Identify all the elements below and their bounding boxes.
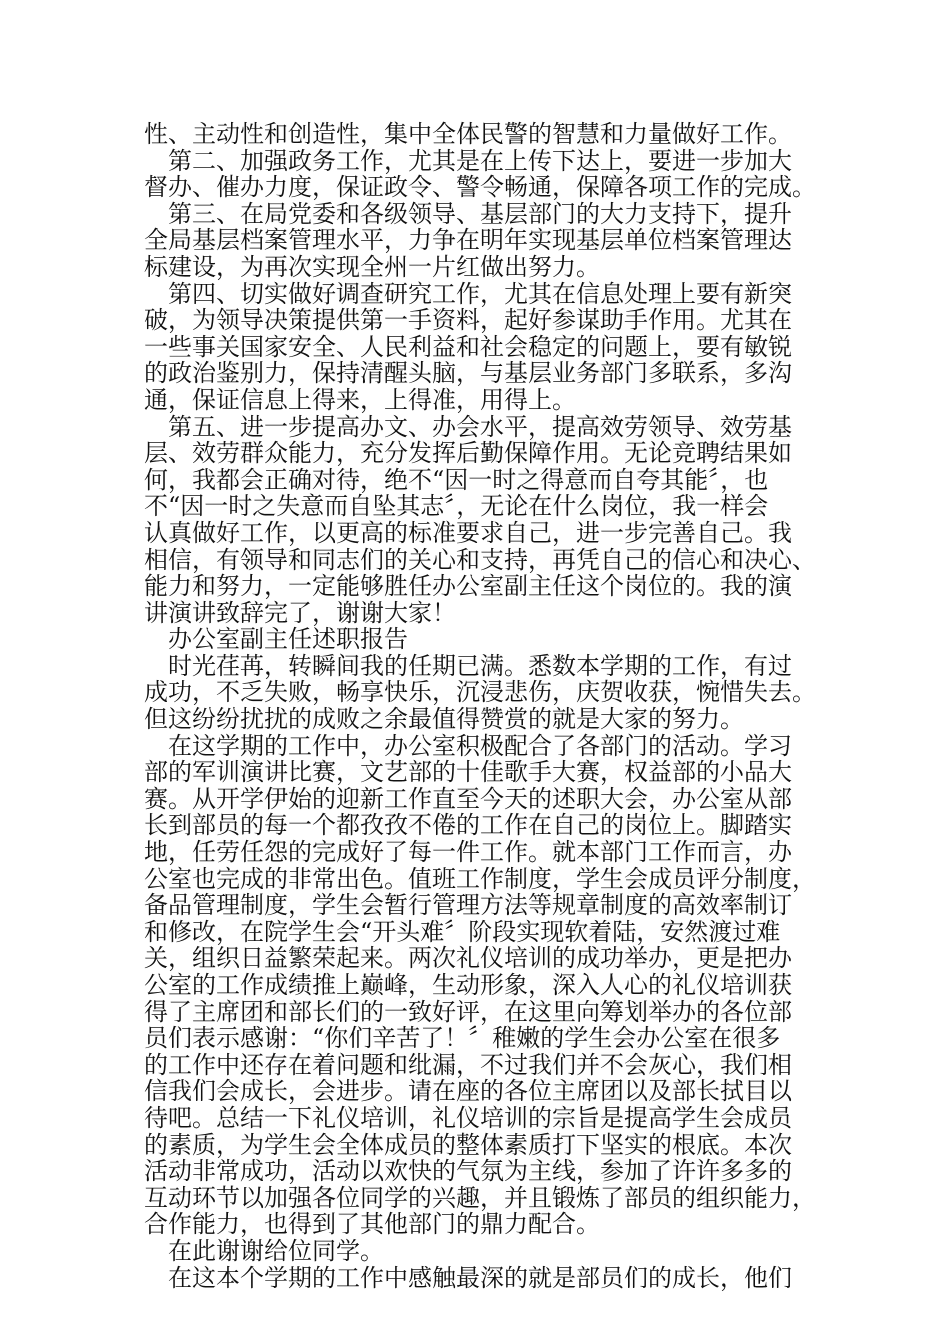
text-line: 的工作中还存在着问题和纰漏，不过我们并不会灰心，我们相 bbox=[144, 1050, 792, 1079]
text-line: 成功，不乏失败，畅享快乐，沉浸悲伤，庆贺收获，惋惜失去。 bbox=[144, 678, 816, 707]
paragraph-first-line: 第二、加强政务工作，尤其是在上传下达上，要进一步加大 bbox=[168, 146, 792, 175]
text-line: 破，为领导决策提供第一手资料，起好参谋助手作用。尤其在 bbox=[144, 306, 792, 335]
paragraph-first-line: 第四、切实做好调查研究工作，尤其在信息处理上要有新突 bbox=[168, 279, 792, 308]
text-line: 标建设，为再次实现全州一片红做出努力。 bbox=[144, 252, 600, 281]
paragraph-first-line: 第五、进一步提高办文、办会水平，提高效劳领导、效劳基 bbox=[168, 412, 792, 441]
text-line: 讲演讲致辞完了，谢谢大家！ bbox=[144, 598, 456, 627]
text-line: 不“因一时之失意而自坠其志〞，无论在什么岗位，我一样会 bbox=[144, 492, 769, 521]
text-line: 相信，有领导和同志们的关心和支持，再凭自己的信心和决心、 bbox=[144, 545, 816, 574]
text-line: 性、主动性和创造性，集中全体民警的智慧和力量做好工作。 bbox=[144, 120, 792, 148]
document-body bbox=[144, 121, 824, 1291]
paragraph-first-line: 在这学期的工作中，办公室积极配合了各部门的活动。学习 bbox=[168, 731, 792, 760]
text-line: 但这纷纷扰扰的成败之余最值得赞赏的就是大家的努力。 bbox=[144, 705, 744, 734]
paragraph-first-line: 在这本个学期的工作中感触最深的就是部员们的成长，他们 bbox=[168, 1263, 792, 1292]
text-line: 能力和努力，一定能够胜任办公室副主任这个岗位的。我的演 bbox=[144, 572, 792, 601]
text-line: 通，保证信息上得来，上得准，用得上。 bbox=[144, 385, 576, 414]
text-line: 活动非常成功，活动以欢快的气氛为主线，参加了许许多多的 bbox=[144, 1157, 792, 1186]
text-line: 一些事关国家安全、人民利益和社会稳定的问题上，要有敏锐 bbox=[144, 332, 792, 361]
text-line: 信我们会成长，会进步。请在座的各位主席团以及部长拭目以 bbox=[144, 1077, 792, 1106]
text-line: 合作能力，也得到了其他部门的鼎力配合。 bbox=[144, 1210, 600, 1239]
text-line: 的素质，为学生会全体成员的整体素质打下坚实的根底。本次 bbox=[144, 1130, 792, 1159]
text-line: 认真做好工作，以更高的标准要求自己，进一步完善自己。我 bbox=[144, 518, 792, 547]
text-line: 互动环节以加强各位同学的兴趣，并且锻炼了部员的组织能力， bbox=[144, 1183, 816, 1212]
text-line: 的政治鉴别力，保持清醒头脑，与基层业务部门多联系，多沟 bbox=[144, 359, 792, 388]
paragraph-first-line: 时光荏苒，转瞬间我的任期已满。悉数本学期的工作，有过 bbox=[168, 651, 792, 680]
paragraph-first-line: 办公室副主任述职报告 bbox=[168, 625, 408, 654]
text-line: 全局基层档案管理水平，力争在明年实现基层单位档案管理达 bbox=[144, 226, 792, 255]
paragraph-first-line: 在此谢谢给位同学。 bbox=[168, 1236, 384, 1265]
text-line: 部的军训演讲比赛，文艺部的十佳歌手大赛，权益部的小品大 bbox=[144, 758, 792, 787]
text-line: 员们表示感谢：“你们辛苦了！〞稚嫩的学生会办公室在很多 bbox=[144, 1024, 781, 1053]
text-line: 督办、催办力度，保证政令、警令畅通，保障各项工作的完成。 bbox=[144, 173, 816, 202]
text-line: 长到部员的每一个都孜孜不倦的工作在自己的岗位上。脚踏实 bbox=[144, 811, 792, 840]
text-line: 待吧。总结一下礼仪培训，礼仪培训的宗旨是提高学生会成员 bbox=[144, 1103, 792, 1132]
paragraph-first-line: 第三、在局党委和各级领导、基层部门的大力支持下，提升 bbox=[168, 199, 792, 228]
text-line: 备品管理制度，学生会暂行管理方法等规章制度的高效率制订 bbox=[144, 891, 792, 920]
text-line: 得了主席团和部长们的一致好评，在这里向筹划举办的各位部 bbox=[144, 997, 792, 1026]
text-line: 和修改，在院学生会“开头难〞阶段实现软着陆，安然渡过难 bbox=[144, 917, 781, 946]
text-line: 地，任劳任怨的完成好了每一件工作。就本部门工作而言，办 bbox=[144, 838, 792, 867]
text-line: 何，我都会正确对待，绝不“因一时之得意而自夸其能〞，也 bbox=[144, 465, 769, 494]
text-line: 公室也完成的非常出色。值班工作制度，学生会成员评分制度， bbox=[144, 864, 816, 893]
text-line: 赛。从开学伊始的迎新工作直至今天的述职大会，办公室从部 bbox=[144, 784, 792, 813]
text-line: 公室的工作成绩推上巅峰，生动形象，深入人心的礼仪培训获 bbox=[144, 971, 792, 999]
text-line: 层、效劳群众能力，充分发挥后勤保障作用。无论竞聘结果如 bbox=[144, 439, 792, 468]
text-line: 关，组织日益繁荣起来。两次礼仪培训的成功举办，更是把办 bbox=[144, 944, 792, 973]
